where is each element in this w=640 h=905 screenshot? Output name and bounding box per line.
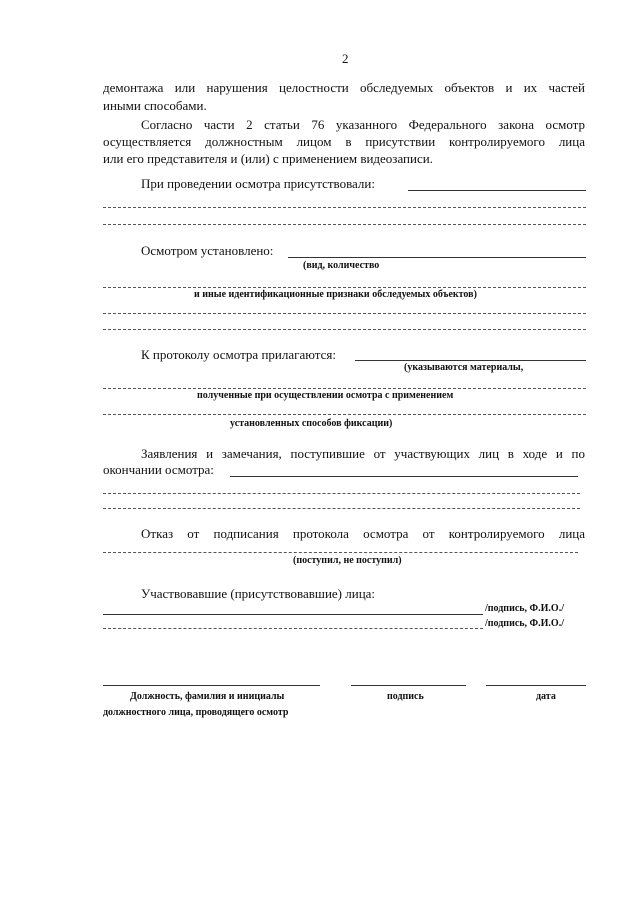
- participant-2-sig: /подпись, Ф.И.О./: [485, 618, 564, 629]
- attached-line-2: [103, 388, 586, 389]
- statements-line-3: [103, 493, 580, 494]
- law-line-1: Согласно части 2 статьи 76 указанного Федерального закона осмотр: [141, 117, 585, 132]
- participant-1-sig: /подпись, Ф.И.О./: [485, 603, 564, 614]
- statements-line-2: окончании осмотра:: [103, 462, 214, 477]
- participant-2-line: [103, 628, 483, 629]
- refusal-line-1: Отказ от подписания протокола осмотра от контролируемого лица: [141, 526, 585, 541]
- position-label-2: должностного лица, проводящего осмотр: [103, 707, 289, 718]
- attached-fill-line: [355, 360, 586, 361]
- established-hint-2: и иные идентификационные признаки обследуемых объектов): [194, 289, 477, 300]
- established-label: Осмотром установлено:: [141, 243, 274, 258]
- statements-fill-line: [230, 476, 578, 477]
- signature-label: подпись: [387, 691, 424, 702]
- page-number: 2: [342, 51, 349, 66]
- statements-line-1: Заявления и замечания, поступившие от участвующих лиц в ходе и по: [141, 446, 585, 461]
- present-line-2: [103, 207, 586, 208]
- law-line-3: или его представителя и (или) с применением видеозаписи.: [103, 151, 433, 166]
- position-line: [103, 685, 320, 686]
- signature-line: [351, 685, 466, 686]
- established-line-4: [103, 329, 586, 330]
- established-line-3: [103, 313, 586, 314]
- refusal-fill-line: [103, 552, 578, 553]
- attached-hint-2: полученные при осуществлении осмотра с применением: [197, 390, 454, 401]
- date-line: [486, 685, 586, 686]
- intro-line-1: демонтажа или нарушения целостности обследуемых объектов и их частей: [103, 80, 585, 95]
- established-line-2: [103, 287, 586, 288]
- participants-label: Участвовавшие (присутствовавшие) лица:: [141, 586, 376, 601]
- participant-1-line: [103, 614, 483, 615]
- statements-line-4: [103, 508, 580, 509]
- established-hint-1: (вид, количество: [303, 260, 380, 271]
- attached-hint-1: (указываются материалы,: [404, 362, 524, 373]
- present-line-3: [103, 224, 586, 225]
- intro-line-2: иными способами.: [103, 98, 207, 113]
- refusal-hint: (поступил, не поступил): [293, 555, 402, 566]
- law-line-2: осуществляется должностным лицом в присутствии контролируемого лица: [103, 134, 585, 149]
- present-label: При проведении осмотра присутствовали:: [141, 176, 375, 191]
- present-fill-line: [408, 190, 586, 191]
- date-label: дата: [536, 691, 556, 702]
- attached-hint-3: установленных способов фиксации): [230, 418, 393, 429]
- attached-label: К протоколу осмотра прилагаются:: [141, 347, 336, 362]
- position-label-1: Должность, фамилия и инициалы: [130, 691, 285, 702]
- attached-line-3: [103, 414, 586, 415]
- established-fill-line: [288, 257, 586, 258]
